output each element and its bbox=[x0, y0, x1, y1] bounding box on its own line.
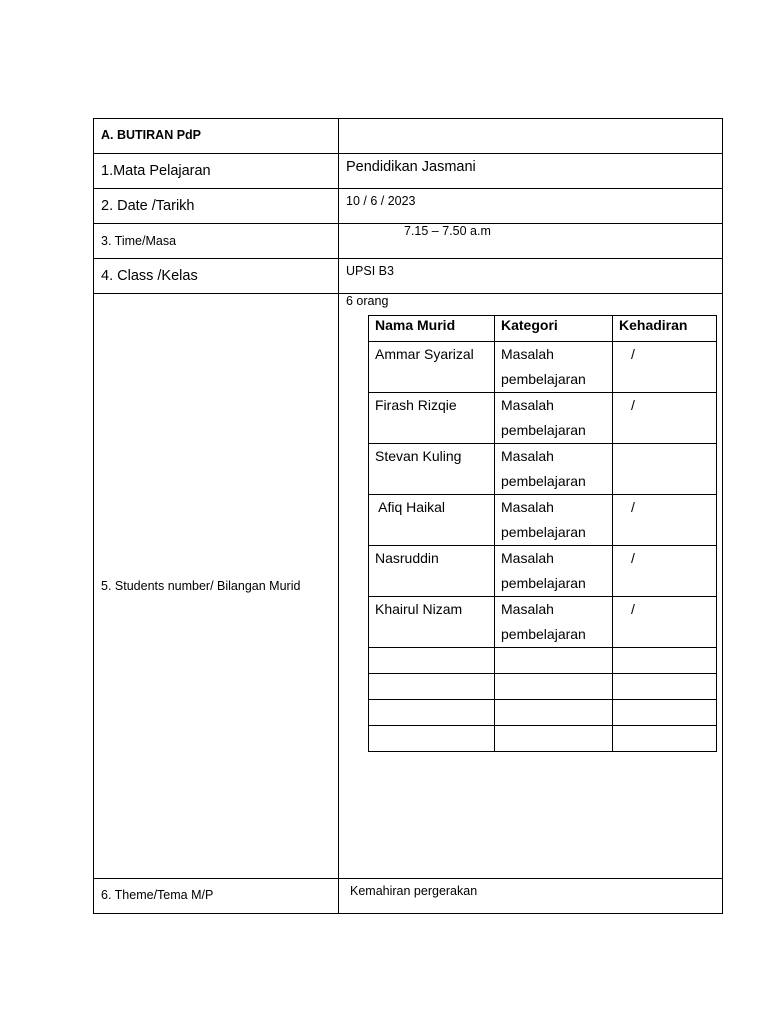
time-row bbox=[94, 224, 723, 259]
students-value-cell bbox=[339, 294, 723, 879]
section-title-cell bbox=[94, 119, 339, 154]
empty-cell bbox=[613, 726, 717, 752]
class-value-cell bbox=[339, 259, 723, 294]
student-category bbox=[495, 393, 613, 444]
table-row bbox=[369, 546, 717, 597]
table-row bbox=[369, 495, 717, 546]
student-name: Stevan Kuling bbox=[369, 444, 495, 495]
time-value: 7.15 – 7.50 a.m bbox=[404, 224, 491, 238]
subject-value: Pendidikan Jasmani bbox=[346, 159, 476, 175]
subject-label: 1.Mata Pelajaran bbox=[101, 163, 211, 179]
student-attendance: / bbox=[613, 597, 717, 648]
category-line1: Masalah bbox=[501, 448, 554, 464]
student-category bbox=[495, 342, 613, 393]
date-value: 10 / 6 / 2023 bbox=[346, 194, 416, 208]
empty-cell bbox=[369, 726, 495, 752]
category-line1: Masalah bbox=[501, 499, 554, 515]
time-label: 3. Time/Masa bbox=[101, 234, 177, 248]
empty-cell bbox=[369, 648, 495, 674]
empty-cell bbox=[613, 700, 717, 726]
student-name: Khairul Nizam bbox=[369, 597, 495, 648]
date-label: 2. Date /Tarikh bbox=[101, 198, 195, 214]
student-category bbox=[495, 495, 613, 546]
section-header-row bbox=[94, 119, 723, 154]
lesson-details-table bbox=[93, 118, 723, 914]
students-count: 6 orang bbox=[346, 294, 389, 308]
subject-row bbox=[94, 154, 723, 189]
class-label-cell bbox=[94, 259, 339, 294]
category-line2: pembelajaran bbox=[501, 524, 586, 540]
empty-table-row bbox=[369, 674, 717, 700]
section-title: A. BUTIRAN PdP bbox=[101, 128, 201, 142]
time-value-cell bbox=[339, 224, 723, 259]
theme-value: Kemahiran pergerakan bbox=[350, 884, 478, 898]
student-category bbox=[495, 546, 613, 597]
date-row bbox=[94, 189, 723, 224]
header-name: Nama Murid bbox=[369, 316, 495, 342]
date-value-cell bbox=[339, 189, 723, 224]
student-attendance: / bbox=[613, 393, 717, 444]
empty-cell bbox=[613, 648, 717, 674]
students-label-cell bbox=[94, 294, 339, 879]
class-row bbox=[94, 259, 723, 294]
student-category bbox=[495, 444, 613, 495]
class-label: 4. Class /Kelas bbox=[101, 268, 198, 284]
student-attendance: / bbox=[613, 546, 717, 597]
header-attendance: Kehadiran bbox=[613, 316, 717, 342]
subject-value-cell bbox=[339, 154, 723, 189]
empty-table-row bbox=[369, 648, 717, 674]
empty-table-row bbox=[369, 726, 717, 752]
student-name: Ammar Syarizal bbox=[369, 342, 495, 393]
student-category bbox=[495, 597, 613, 648]
category-line1: Masalah bbox=[501, 601, 554, 617]
empty-cell bbox=[369, 674, 495, 700]
section-empty-cell bbox=[339, 119, 723, 154]
category-line2: pembelajaran bbox=[501, 473, 586, 489]
student-name: Afiq Haikal bbox=[369, 495, 495, 546]
theme-label-cell bbox=[94, 879, 339, 914]
category-line2: pembelajaran bbox=[501, 626, 586, 642]
date-label-cell bbox=[94, 189, 339, 224]
category-line1: Masalah bbox=[501, 346, 554, 362]
table-row bbox=[369, 444, 717, 495]
students-label: 5. Students number/ Bilangan Murid bbox=[101, 579, 301, 593]
empty-cell bbox=[495, 674, 613, 700]
category-line1: Masalah bbox=[501, 397, 554, 413]
table-row bbox=[369, 342, 717, 393]
empty-cell bbox=[495, 648, 613, 674]
students-row bbox=[94, 294, 723, 879]
table-row bbox=[369, 597, 717, 648]
theme-row bbox=[94, 879, 723, 914]
attendance-header-row bbox=[369, 316, 717, 342]
student-attendance-table bbox=[368, 315, 717, 752]
empty-table-row bbox=[369, 700, 717, 726]
theme-label: 6. Theme/Tema M/P bbox=[101, 888, 214, 902]
category-line1: Masalah bbox=[501, 550, 554, 566]
empty-cell bbox=[613, 674, 717, 700]
student-attendance: / bbox=[613, 342, 717, 393]
class-value: UPSI B3 bbox=[346, 264, 394, 278]
empty-cell bbox=[495, 700, 613, 726]
empty-cell bbox=[495, 726, 613, 752]
header-category: Kategori bbox=[495, 316, 613, 342]
category-line2: pembelajaran bbox=[501, 422, 586, 438]
category-line2: pembelajaran bbox=[501, 575, 586, 591]
student-attendance bbox=[613, 444, 717, 495]
student-attendance: / bbox=[613, 495, 717, 546]
student-name: Firash Rizqie bbox=[369, 393, 495, 444]
theme-value-cell bbox=[339, 879, 723, 914]
empty-cell bbox=[369, 700, 495, 726]
subject-label-cell bbox=[94, 154, 339, 189]
student-name: Nasruddin bbox=[369, 546, 495, 597]
time-label-cell bbox=[94, 224, 339, 259]
category-line2: pembelajaran bbox=[501, 371, 586, 387]
table-row bbox=[369, 393, 717, 444]
